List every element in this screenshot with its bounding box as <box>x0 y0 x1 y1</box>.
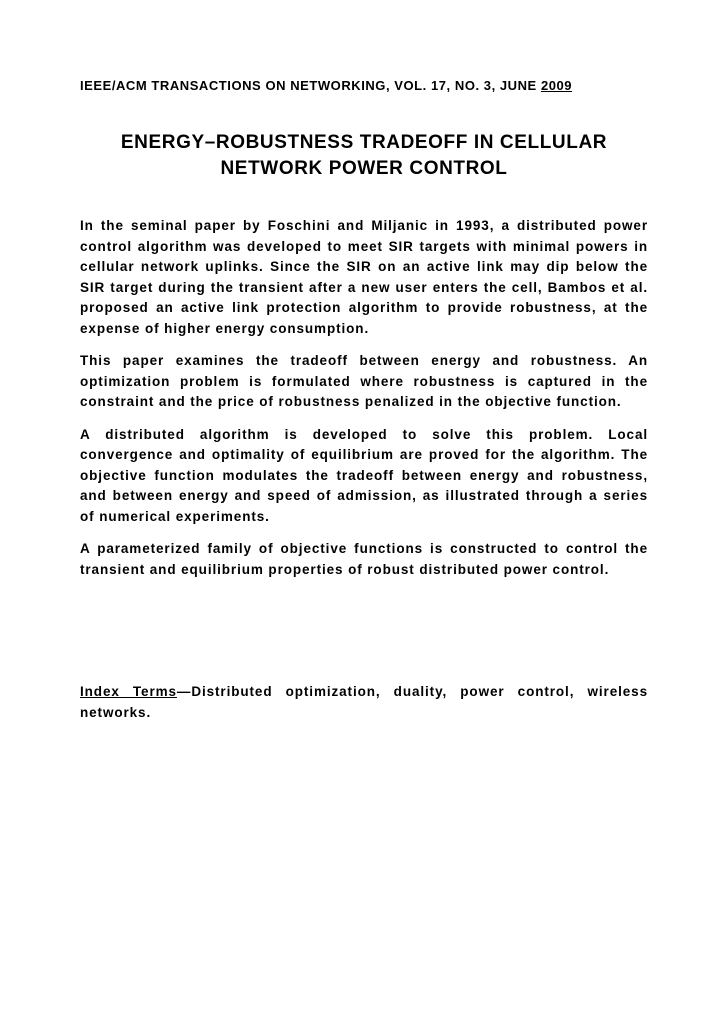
journal-info: IEEE/ACM TRANSACTIONS ON NETWORKING, VOL. 17, NO. 3, JUNE <box>80 78 541 93</box>
abstract-paragraph-1: In the seminal paper by Foschini and Miljanic in 1993, a distributed power control algorithm was developed to meet SIR targets with minimal powers in cellular network uplinks. Since the SIR on an active link may dip below the SIR target during the transient after a new user enters the cell, Bambos et al. proposed an active link protection algorithm to provide robustness, at the expense of higher energy consumption. <box>80 218 648 336</box>
index-terms <box>80 682 648 723</box>
index-terms-label: Index Terms <box>80 684 177 699</box>
abstract-paragraph-4: A parameterized family of objective functions is constructed to control the transient and equilibrium properties of robust distributed power control. <box>80 541 648 577</box>
paper-title <box>80 130 648 182</box>
abstract-paragraph-2: This paper examines the tradeoff between energy and robustness. An optimization problem is formulated where robustness is captured in the constraint and the price of robustness penalized in the objective function. <box>80 353 648 409</box>
publication-year: 2009 <box>540 78 573 93</box>
title-line-2: NETWORK POWER CONTROL <box>220 158 508 179</box>
running-header <box>80 78 648 93</box>
abstract-paragraph-3: A distributed algorithm is developed to solve this problem. Local convergence and optimality of equilibrium are proved for the algorithm. The objective function modulates the tradeoff between energy and robustness, and between energy and speed of admission, as illustrated through a series of numerical experiments. <box>80 426 648 524</box>
index-terms-text: —Distributed optimization, duality, power control, wireless networks. <box>80 684 648 720</box>
abstract <box>80 216 648 592</box>
title-line-1: ENERGY–ROBUSTNESS TRADEOFF IN CELLULAR <box>120 132 608 153</box>
